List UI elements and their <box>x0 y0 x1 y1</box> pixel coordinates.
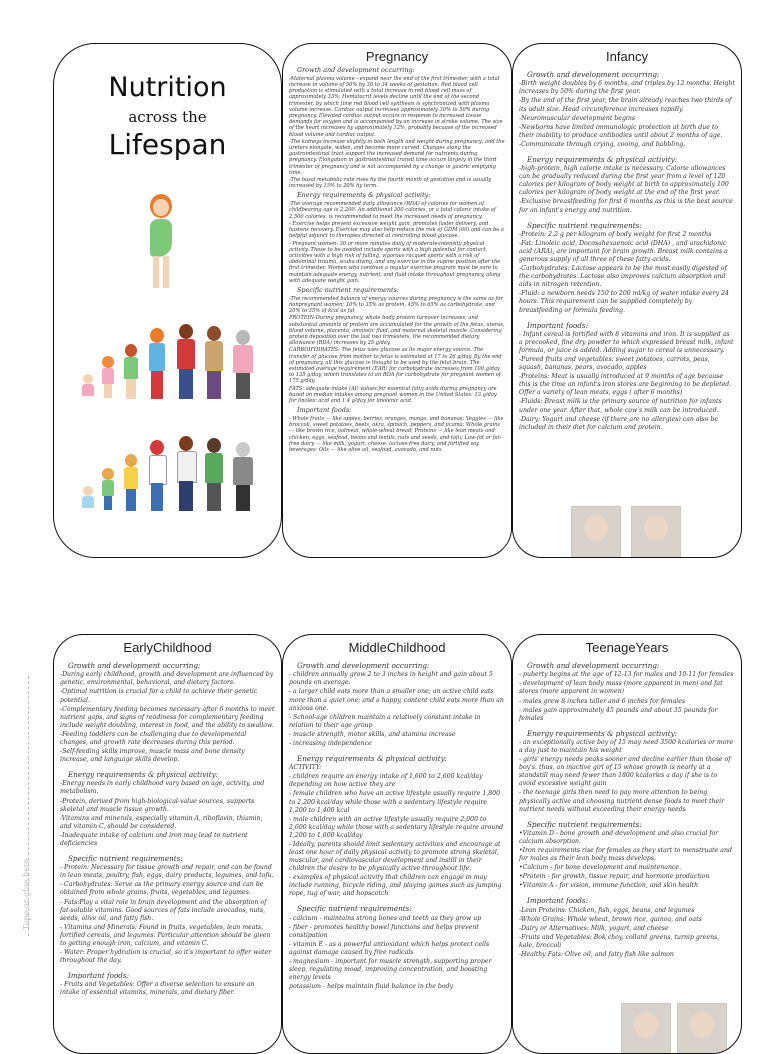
teenage-years-title: TeenageYears <box>585 640 669 655</box>
section-heading: Specific nutrient requirements: <box>527 220 642 230</box>
text-paragraph: - Carbohydrates: Serve as the primary energy source and can be obtained from whole grains, fruits, vegetables, and legumes. <box>60 881 264 897</box>
section-heading: Energy requirements & physical activity: <box>68 770 219 780</box>
text-paragraph: - male children with an active lifestyle usually require 2,000 to 2,600 kcal/day while those with a sedentary lifestyle require around 1,200 to 1,600 kcal/day <box>289 815 504 839</box>
section-heading: Energy requirements & physical activity: <box>297 753 448 763</box>
cover-title-lifespan: Lifespan <box>108 128 227 161</box>
text-paragraph: -Protein: 2.2 g per kilogram of body weight for first 2 months <box>519 230 712 238</box>
teenage-years-panel <box>512 634 742 1054</box>
text-paragraph: -Healthy Fats: Olive oil, and fatty fish like salmon <box>519 951 674 959</box>
text-paragraph: - vitamin E - as a powerful antioxidant which helps protect cells against damage caused by free radicals <box>289 940 490 956</box>
pregnancy-text <box>283 67 511 453</box>
text-paragraph: -Newborns have limited immunologic protection at birth due to their inability to produce antibodies until about 2 months of age. <box>519 123 723 139</box>
text-paragraph: -Carbohydrates: Lactose appears to be the most easily digested of the carbohydrates. Lactose also improves calcium absorption and aids in nitrogen retention. <box>519 265 727 289</box>
section-heading: Growth and development occurring: <box>68 661 201 670</box>
section-heading: Energy requirements & physical activity: <box>527 728 678 738</box>
text-paragraph: -high-protein, high calorie intake is necessary. Calorie allowances can be gradually reduced during the first year from a level of 120 calories per kilogram of body weight at birth to approximately 100 calories per kilogram of body weight at the end of the first year. <box>519 165 729 197</box>
text-paragraph: -Neuromuscular development begins <box>519 114 636 122</box>
text-paragraph: - girls' energy needs peaks sooner and decline earlier than those of boy's. thus, an inactive girl of 15 whose growth is nearly at a standstill may need fewer than 1800 kcalories a day if she is to avoid excessive weight gain <box>519 756 731 788</box>
teen-photo-right <box>677 1003 727 1054</box>
text-paragraph: - Water: Proper hydration is crucial, so it's important to offer water throughout the day. <box>60 948 272 964</box>
text-paragraph: - calcium - maintains strong bones and teeth as they grow up <box>289 914 482 922</box>
text-paragraph: - School-age children maintain a relatively constant intake in relation to their age group <box>289 713 481 729</box>
text-paragraph: ACTIVITY: <box>289 764 322 772</box>
pregnancy-panel <box>282 43 512 558</box>
text-paragraph: -Lean Proteins: Chicken, fish, eggs, beans, and legumes <box>519 906 695 914</box>
text-paragraph: potassium - helps maintain fluid balance in the body <box>289 983 454 991</box>
text-paragraph: - an exceptionally active boy of 15 may need 3500 kcalories or more a day just to maintain his weight <box>519 739 734 755</box>
text-paragraph: -Inadequate intake of calcium and iron may lead to nutrient deficiencies <box>60 831 248 847</box>
teenage-years-text <box>513 661 741 959</box>
text-paragraph: - female children who have an active lifestyle usually require 1,800 to 2,200 kcal/day while those with a sedentary lifestyle require 1,200 to 1,400 kcal <box>289 790 501 814</box>
text-paragraph: - development of lean body mass (more apparent in men) and fat stores (more apparent in women) <box>519 680 723 696</box>
cover-title-nutrition: Nutrition <box>108 72 227 103</box>
section-heading: Growth and development occurring: <box>297 661 430 670</box>
text-paragraph: -The basal metabolic rate rises by the fourth month of gestation and is usually increased by 15% to 20% by term. <box>289 177 492 190</box>
text-paragraph: -Optimal nutrition is crucial for a child to achieve their genetic potential. <box>60 688 258 704</box>
text-paragraph: -Fluid: a newborn needs 150 to 200 ml/kg of water intake every 24 hours. This requirement can be supplied completely by breastfeeding or formula feeding. <box>519 290 729 314</box>
text-paragraph: •Protein - for growth, tissue repair, and hormone production <box>519 873 710 881</box>
infancy-text <box>513 70 741 432</box>
section-heading: Specific nutrient requirements: <box>297 904 412 914</box>
text-paragraph: - children require an energy intake of 1,600 to 2,600 kcal/day depending on how active they are <box>289 773 483 789</box>
text-paragraph: - males grew 8 inches taller and 6 inches for females <box>519 697 686 705</box>
section-heading: Specific nutrient requirements: <box>527 819 642 829</box>
cover-title-across: across the <box>128 108 207 126</box>
text-paragraph: - examples of physical activity that children can engage in may include running, bicycle riding, and playing games such as jumping rope, tug of war, and hopscotch <box>289 874 502 898</box>
text-paragraph: -The average recommended daily allowance (RDA) of calories for women of childbearing age is 2,200. An additional 300 calories, or a total caloric intake of 2,500 calories, is recommended to meet the increased needs of pregnancy. <box>289 201 496 220</box>
text-paragraph: - Fats:Play a vital role in brain development and the absorption of fat-soluble vitamins. Good sources of fats include avocados, nuts, seeds, olive oil, and fatty fish. <box>60 898 267 922</box>
text-paragraph: -Energy needs in early childhood vary based on age, activity, and metabolism. <box>60 780 265 796</box>
text-paragraph: -Feeding toddlers can be challenging due to developmental changes, and growth rate decreases during this period. <box>60 730 247 746</box>
early-childhood-text <box>54 661 281 998</box>
text-paragraph: -Proteins: Meat is usually introduced at 9 months of age because this is the time an infant's iron stores are beginning to be depleted. Offer a variety of lean meats, eggs ( after 6 months) <box>519 373 732 397</box>
text-paragraph: -Dairy: Yogurt and cheese (if there are no allergies) can also be included in their diet for calcium and protein. <box>519 415 719 431</box>
text-paragraph: •Vitamin A - for vision, immune function, and skin health <box>519 882 699 890</box>
text-paragraph: -Complementary feeding becomes necessary after 6 months to meet nutrient gaps, and signs of readiness for complementary feeding include weight doubling, interest in food, and the ability to swallow. <box>60 705 275 729</box>
text-paragraph: -Maternal plasma volume - expand near the end of the first trimester, with a total increase in volume of 50% by 30 to 34 weeks of gestation. Red blood cell production is stimulated with a total increase in red blood cell mass of approximately 33%. Hematocrit levels decline until the end of the second trimester, by which time red blood cell synthesis is synchronized with plasma volume increase. Cardiac output increases approximately 30% to 50% during pregnancy. Elevated cardiac output occurs in response to increased tissue demands for oxygen and is accompanied by an increase in stroke volume. The size of the heart increases by approximately 12%, probably because of the increased blood volume and cardiac output. <box>289 75 503 138</box>
text-paragraph: - increasing independence <box>289 739 372 747</box>
text-paragraph: - Vitamins and Minerals: Found in fruits, vegetables, lean meats, fortified cereals, and legumes. Particular attention should be given to getting enough iron, calcium, and vitamin C. <box>60 923 271 947</box>
text-paragraph: -Exclusive breastfeeding for first 6 months as this is the best source for an infant's energy and nutrition. <box>519 198 733 214</box>
section-heading: Important foods: <box>297 406 352 415</box>
teen-photo-left <box>621 1003 671 1054</box>
text-paragraph: •Iron requirements rise for females as they start to menstruate and for males as their lean body mass develops. <box>519 847 732 863</box>
section-heading: Growth and development occurring: <box>297 66 415 74</box>
text-paragraph: - muscle strength, motor skills, and stamina increase <box>289 730 456 738</box>
early-childhood-panel <box>53 634 282 1054</box>
text-paragraph: - a larger child eats more than a smaller one; an active child eats more than a quiet one; and a happy, content child eats more than an anxious one. <box>289 688 504 712</box>
text-paragraph: -Fruits and Vegetables: Bok choy, collard greens, turnip greens, kale, broccoli <box>519 934 720 950</box>
text-paragraph: - magnesium - important for muscle strength, supporting proper sleep, regulating mood, improving concentration, and boosting energy levels <box>289 957 492 982</box>
text-paragraph: - Ideally, parents should limit sedentary activities and encourage at least one hour of daily physical activity to promote strong skeletal, muscular, and cardiovascular development and instill in their children the desire to be physically active throughout life. <box>289 840 501 873</box>
middle-childhood-title: MiddleChildhood <box>348 640 446 655</box>
text-paragraph: PROTEIN-During pregnancy, whole body protein turnover increases, and substantial amounts of protein are accumulated for the growth of the fetus, uterus, blood volume, placenta, amniotic fluid, and maternal skeletal muscle. Considering protein deposition over the last two trimesters, the recommended dietary allowance (RDA) increases by 25 g/day. <box>289 315 505 347</box>
text-paragraph: -Communicate through crying, cooing, and babbling. <box>519 140 686 148</box>
early-childhood-title: EarlyChildhood <box>123 640 212 655</box>
middle-childhood-text <box>283 661 511 991</box>
text-paragraph: •Vitamin D - bone growth and development and also crucial for calcium absorption. <box>519 830 719 846</box>
text-paragraph: -Self-feeding skills improve, muscle mass and bone density increase, and language skills develop. <box>60 747 245 763</box>
infancy-title: Infancy <box>606 49 648 64</box>
section-heading: Important foods: <box>68 971 130 981</box>
section-heading: Specific nutrient requirements: <box>297 285 400 294</box>
text-paragraph: - the teenage girls then need to pay more attention to being physically active and choosing nutrient dense foods to meet their nutrient needs without exceeding their energy needs <box>519 789 725 813</box>
cover-panel <box>53 43 282 558</box>
text-paragraph: -Vitamins and minerals, especially vitamin A, riboflavin, thiamin, and vitamin C, should be considered. <box>60 814 263 830</box>
text-paragraph: -By the end of the first year, the brain already reaches two thirds of its adult size. Head circumference increases rapidly. <box>519 97 732 113</box>
middle-childhood-panel <box>282 634 512 1054</box>
section-heading: Important foods: <box>527 320 589 330</box>
tape-label: Tape or glue here <box>22 858 31 930</box>
text-paragraph: -The kidneys increase slightly in both length and weight during pregnancy; and the ureters elongate, widen, and become more curved. Changes along the gastrointestinal tract support the increased demand for nutrients during pregnancy. Elongation in gastrointestinal transit time occurs largely in the third trimester of pregnancy and is not accompanied by a change in gastric emptying time. <box>289 138 505 176</box>
text-paragraph: -Birth weight doubles by 6 months, and triples by 12 months. Height increases by 50% during the first year. <box>519 80 735 96</box>
text-paragraph: - Whole fruits — like apples, berries, oranges, mango, and bananas; Veggies — like broccoli, sweet potatoes, beets, okra, spinach, peppers, and jicama; Whole grains — like brown rice, oatmeal, whole-wheat bread; Proteins — like lean meats and chicken, eggs, seafood, beans and lentils, nuts and seeds, and tofu; Low-fat or fat-free dairy — like milk, yogurt, cheese, lactose-free dairy, and fortified soy beverages; Oils — like olive oil, seafood, avocado, and nuts <box>289 416 504 454</box>
text-paragraph: -Whole Grains: Whole wheat, brown rice, quinoa, and oats <box>519 915 702 923</box>
text-paragraph: - Pregnant women- 30 or more minutes daily of moderate-intensity physical activity. Those to be avoided include sports with a high potential for contact, activities with a high risk of falling, vigorous racquet sports with a risk of abdominal trauma, scuba diving, and any exercise in the supine position after the first trimester. Women who continue a regular exercise program must be sure to maintain adequate energy, nutrient, and fluid intake throughout pregnancy, along with adequate weight gain. <box>289 240 501 284</box>
text-paragraph: -The recommended balance of energy sources during pregnancy is the same as for nonpregnant women: 10% to 35% as protein, 45% to 65% as carbohydrate, and 20% to 35% of kcal as fat <box>289 295 503 315</box>
section-heading: Growth and development occurring: <box>527 661 660 670</box>
text-paragraph: - Infant cereal is fortified with 8 vitamins and iron. It is supplied as a precooked, fine dry powder to which expressed breast milk, infant formula, or juice is added. Adding sugar to cereal is unnecessary. <box>519 330 734 355</box>
text-paragraph: - males gain approximately 45 pounds and about 35 pounds for females <box>519 706 718 722</box>
text-paragraph: •Calcium - for bone development and maintenance. <box>519 864 682 872</box>
text-paragraph: -Fat: Linoleic acid, Docosahexaenoic acid (DHA) , and arachidonic acid (ARA), are important for brain growth. Breast milk contains a generous supply of all three of these fatty acids. <box>519 240 728 264</box>
section-heading: Energy requirements & physical activity: <box>527 154 678 164</box>
text-paragraph: - children annually grow 2 to 3 inches in height and gain about 5 pounds on average. <box>289 671 493 687</box>
text-paragraph: - Protein: Necessary for tissue growth and repair, and can be found in lean meats, poultry, fish, eggs, dairy products, legumes, and tofu. <box>60 864 274 880</box>
text-paragraph: -Fluids: Breast milk is the primary source of nutrition for infants under one year. After that, whole cow's milk can be introduced. <box>519 398 722 414</box>
section-heading: Energy requirements & physical activity: <box>297 191 431 200</box>
text-paragraph: -During early childhood, growth and development are influenced by genetic, environmental, behavioral, and dietary factors. <box>60 671 274 687</box>
text-paragraph: CARBOHYDRATES: The fetus uses glucose as its major energy source. The transfer of glucose from mother to fetus is estimated at 17 to 26 g/day. By the end of pregnancy, all this glucose is thought to be used by the fetal brain. The estimated average requirement (EAR) for carbohydrate increases from 100 g/day to 135 g/day, which translates to an RDA for carbohydrate for pregnant women of 175 g/day. <box>289 347 502 385</box>
section-heading: Growth and development occurring: <box>527 70 660 79</box>
pregnant-woman-figure <box>142 192 182 292</box>
baby-photo-left <box>571 506 621 558</box>
text-paragraph: -Pureed fruits and vegetables: sweet potatoes, carrots, peas, squash, bananas, pears, avocado, apples <box>519 356 710 372</box>
text-paragraph: FATS: adequate intake (AI) values for essential fatty acids during pregnancy are based on median intakes among pregnant women in the United States: 13 g/day for linoleic acid and 1.4 g/day for linolenic acid. <box>289 385 497 404</box>
text-paragraph: - fiber - promotes healthy bowel functions and helps prevent constipation <box>289 923 479 939</box>
text-paragraph: -Protein, derived from high-biological-value sources, supports skeletal and muscle tissue growth. <box>60 797 255 813</box>
section-heading: Important foods: <box>527 896 589 906</box>
baby-photo-right <box>631 506 681 558</box>
infancy-panel <box>512 43 742 558</box>
section-heading: Specific nutrient requirements: <box>68 853 183 863</box>
text-paragraph: - Exercise helps prevent excessive weight gain, promotes faster delivery, and hastens recovery. Exercise may also help reduce the risk of GDM (60) and can be a helpful adjunct to therapies directed at controlling blood glucose. <box>289 220 504 240</box>
pregnancy-title: Pregnancy <box>365 49 429 64</box>
text-paragraph: - Fruits and Vegetables: Offer a diverse selection to ensure an intake of essential vitamins, minerals, and dietary fiber. <box>60 981 255 997</box>
text-paragraph: - puberty begins at the age of 12-13 for males and 10-11 for females <box>519 671 734 679</box>
text-paragraph: -Dairy or Alternatives: Milk, yogurt, and cheese <box>519 924 669 932</box>
